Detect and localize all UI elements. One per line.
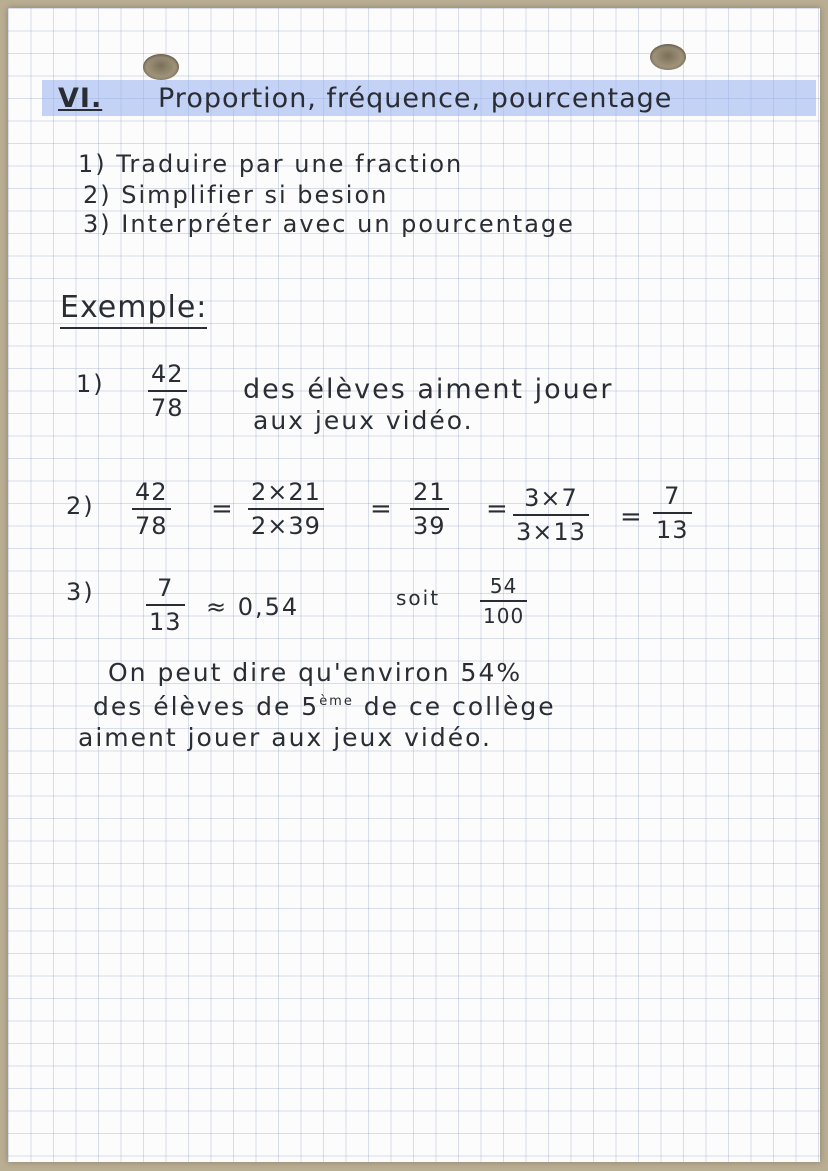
- item2-label: 2): [66, 492, 95, 520]
- item2-fraction-5: [653, 482, 692, 544]
- notebook-page: [8, 8, 820, 1162]
- conclusion-superscript: ème: [319, 694, 354, 709]
- step-1: 1) Traduire par une fraction: [78, 150, 464, 178]
- item2-f4-denominator: 3×13: [516, 518, 586, 546]
- item1-label: 1): [76, 370, 105, 398]
- fraction-bar: [248, 508, 324, 510]
- fraction-bar: [132, 508, 171, 510]
- item2-f5-denominator: 13: [656, 516, 689, 544]
- item3-label: 3): [66, 578, 95, 606]
- item3-fraction-numerator: 7: [157, 574, 174, 602]
- item2-f1-denominator: 78: [135, 512, 168, 540]
- item1-fraction: [148, 360, 187, 422]
- punch-hole-left: [143, 54, 179, 80]
- item3-fraction-denominator: 13: [149, 608, 182, 636]
- item3-result-fraction: [480, 574, 527, 628]
- item2-f2-denominator: 2×39: [251, 512, 321, 540]
- example-heading: Exemple:: [60, 290, 207, 329]
- item2-equals-1: =: [211, 494, 233, 524]
- item2-fraction-4: [513, 484, 589, 546]
- section-title: Proportion, fréquence, pourcentage: [158, 83, 673, 114]
- item1-fraction-denominator: 78: [151, 394, 184, 422]
- item3-approx: ≈ 0,54: [206, 593, 300, 621]
- item1-text-line1: des élèves aiment jouer: [243, 374, 614, 405]
- item2-equals-4: =: [620, 502, 642, 532]
- fraction-bar: [146, 604, 185, 606]
- conclusion-line2: [93, 692, 556, 721]
- conclusion-line3: aiment jouer aux jeux vidéo.: [78, 723, 492, 752]
- step-2: 2) Simplifier si besion: [83, 181, 389, 209]
- item2-equals-3: =: [486, 494, 508, 524]
- item2-f1-numerator: 42: [135, 478, 168, 506]
- item2-f5-numerator: 7: [664, 482, 681, 510]
- conclusion-line2-start: des élèves de 5: [93, 692, 320, 721]
- conclusion-line2-end: de ce collège: [353, 692, 556, 721]
- item2-fraction-2: [248, 478, 324, 540]
- section-numeral: VI.: [58, 83, 103, 114]
- item1-fraction-numerator: 42: [151, 360, 184, 388]
- punch-hole-right: [650, 44, 686, 70]
- item2-fraction-1: [132, 478, 171, 540]
- item1-text-line2: aux jeux vidéo.: [253, 406, 474, 435]
- item3-result-numerator: 54: [489, 574, 518, 598]
- fraction-bar: [653, 512, 692, 514]
- item2-f2-numerator: 2×21: [251, 478, 321, 506]
- fraction-bar: [513, 514, 589, 516]
- item2-f3-numerator: 21: [413, 478, 446, 506]
- fraction-bar: [480, 600, 527, 602]
- item2-f3-denominator: 39: [413, 512, 446, 540]
- item3-result-denominator: 100: [483, 604, 525, 628]
- fraction-bar: [148, 390, 187, 392]
- item3-fraction: [146, 574, 185, 636]
- conclusion-line1: On peut dire qu'environ 54%: [108, 658, 523, 687]
- item2-fraction-3: [410, 478, 449, 540]
- item2-equals-2: =: [370, 494, 392, 524]
- fraction-bar: [410, 508, 449, 510]
- item3-soit: soit: [396, 586, 441, 610]
- step-3: 3) Interpréter avec un pourcentage: [83, 210, 575, 238]
- item2-f4-numerator: 3×7: [524, 484, 578, 512]
